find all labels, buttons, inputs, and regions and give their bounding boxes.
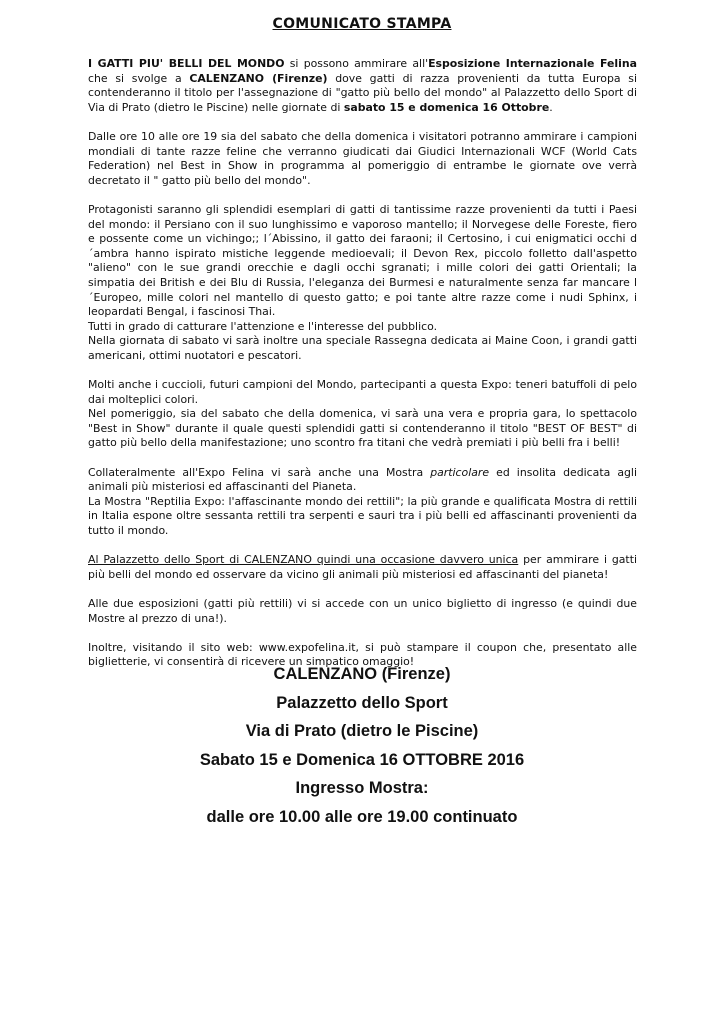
- document-title: COMUNICATO STAMPA: [272, 16, 452, 32]
- event-hours: dalle ore 10.00 alle ore 19.00 continuato: [206, 807, 518, 826]
- document-body: [88, 57, 637, 685]
- breeds-attention-line: Tutti in grado di catturare l'attenzione e l'interesse del pubblico.: [88, 319, 438, 333]
- reptile-intro-text-1: Collateralmente all'Expo Felina vi sarà anche una Mostra: [88, 465, 431, 479]
- reptile-intro-italic: particolare: [430, 465, 490, 479]
- intro-bold-dates: sabato 15 e domenica 16 Ottobre: [343, 100, 550, 114]
- intro-text-1: si possono ammirare all': [284, 57, 429, 70]
- occasion-paragraph: [88, 553, 637, 582]
- intro-text-4: .: [549, 100, 553, 114]
- best-in-show-paragraph: Nel pomeriggio, sia del sabato che della domenica, vi sarà una vera e propria gara, lo spettacolo "Best in Show" durante il quale questi splendidi gatti si contenderanno il titolo "BEST OF BEST" di gatto più bello della manifestazione; uno scontro fra titani che vedrà premiati i più belli fra i belli!: [88, 407, 637, 450]
- event-entry-label: Ingresso Mostra:: [295, 779, 429, 797]
- intro-paragraph: [88, 57, 637, 115]
- intro-bold-exhibition: Esposizione Internazionale Felina: [428, 57, 637, 70]
- intro-bold-headline: I GATTI PIU' BELLI DEL MONDO: [88, 57, 285, 70]
- event-dates: Sabato 15 e Domenica 16 OTTOBRE 2016: [199, 750, 525, 769]
- event-info-block: [0, 660, 724, 831]
- kittens-paragraph: Molti anche i cuccioli, futuri campioni del Mondo, partecipanti a questa Expo: teneri batuffoli di pelo dai molteplici colori.: [88, 378, 637, 406]
- maine-coon-paragraph: Nella giornata di sabato vi sarà inoltre una speciale Rassegna dedicata ai Maine Coon, i grandi gatti americani, ottimi nuotatori e pescatori.: [88, 334, 637, 362]
- occasion-underlined-text: Al Palazzetto dello Sport di CALENZANO quindi una occasione davvero unica: [88, 553, 519, 567]
- occasion-text: per ammirare i gatti più belli del mondo ed osservare da vicino gli animali più misteriosi ed affascinanti del pianeta!: [88, 553, 637, 581]
- reptile-intro-paragraph: [88, 466, 637, 495]
- reptile-intro-text-2: ed insolita dedicata agli animali più misteriosi ed affascinanti del Pianeta.: [88, 465, 637, 494]
- website-paragraph: Inoltre, visitando il sito web: www.expofelina.it, si può stampare il coupon che, presentato alle biglietterie, vi consentirà di ricevere un simpatico omaggio!: [88, 640, 637, 669]
- reptilia-expo-paragraph: La Mostra "Reptilia Expo: l'affascinante mondo dei rettili"; la più grande e qualificata Mostra di rettili in Italia espone oltre sessanta rettili tra serpenti e sauri tra i più belli ed affascinanti provenienti da tutto il mondo.: [88, 494, 637, 537]
- schedule-paragraph: Dalle ore 10 alle ore 19 sia del sabato che della domenica i visitatori potranno ammirare i campioni mondiali di tante razze feline che verranno giudicati dai Giudici Internazionali WCF (World Cats Federation) nel Best in Show in programma al pomeriggio di entrambe le giornate ove verrà decretato il " gatto più bello del mondo".: [88, 129, 637, 187]
- ticket-paragraph: Alle due esposizioni (gatti più rettili) vi si accede con un unico biglietto di ingresso (e quindi due Mostre al prezzo di una!).: [88, 596, 637, 625]
- event-address: Via di Prato (dietro le Piscine): [245, 722, 479, 740]
- event-venue: Palazzetto dello Sport: [276, 693, 448, 712]
- event-city: CALENZANO (Firenze): [273, 665, 451, 683]
- intro-bold-location: CALENZANO (Firenze): [189, 71, 328, 85]
- intro-text-2: che si svolge a: [88, 71, 190, 85]
- intro-text-3: dove gatti di razza provenienti da tutta Europa si contenderanno il titolo per l'assegnazione di "gatto più bello del mondo" al Palazzetto dello Sport di Via di Prato (dietro le Piscine) nelle giornate di: [88, 71, 637, 114]
- breeds-paragraph: Protagonisti saranno gli splendidi esemplari di gatti di tantissime razze provenienti da tutti i Paesi del mondo: il Persiano con il suo lunghissimo e vaporoso mantello; il Norvegese delle Foreste, fiero e possente come un vichingo;; l´Abissino, il gatto dei faraoni; il Certosino, i cui enigmatici occhi d´ambra hanno ispirato mistiche leggende medioevali; il Devon Rex, piccolo folletto dall'aspetto "alieno" con le sue grandi orecchie e dagli occhi sgranati; i mille colori dei gatti Orientali; la simpatia dei British e dei Blu di Russia, l'eleganza dei Burmesi e naturalmente senza far mancare l´Europeo, mille colori nel mantello di questo gatto; e poi tante altre razze come i nudi Sphinx, i leopardati Bengal, i fascinosi Thai.: [88, 202, 637, 319]
